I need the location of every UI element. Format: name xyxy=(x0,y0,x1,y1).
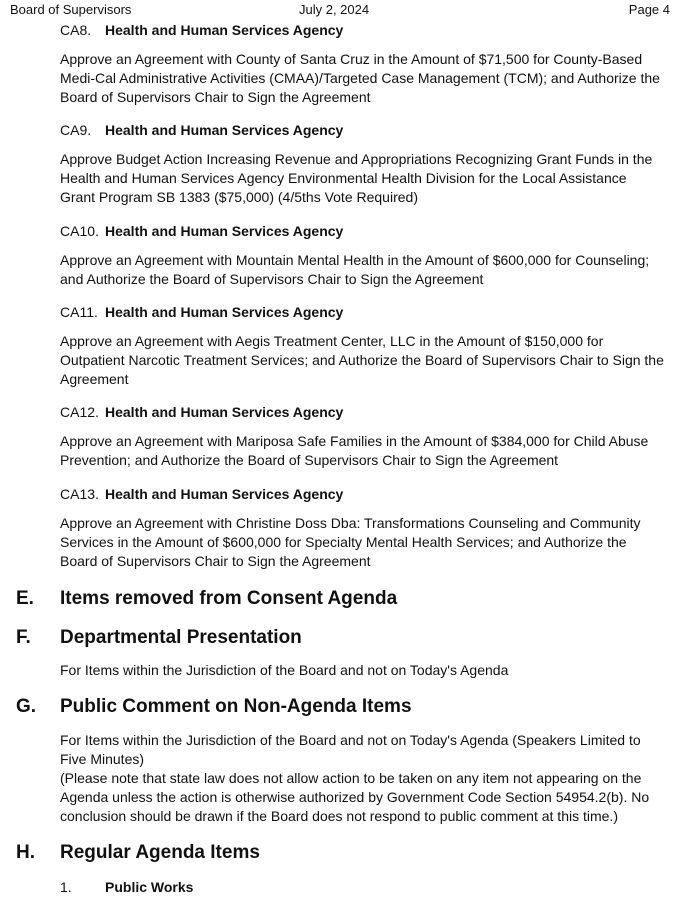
section-f-description: For Items within the Jurisdiction of the Board and not on Today's Agenda xyxy=(60,662,509,678)
consent-item-description: Approve an Agreement with Mariposa Safe Families in the Amount of $384,000 for Child Abuse Prevention; and Authorize the Board of Supervisors Chair to Sign the Agreement xyxy=(60,433,649,468)
section-g-speaker-note: For Items within the Jurisdiction of the Board and not on Today's Agenda (Speakers Limited to Five Minutes) xyxy=(60,732,641,767)
consent-item-description: Approve an Agreement with Aegis Treatment Center, LLC in the Amount of $150,000 for Outpatient Narcotic Treatment Services; and Authorize the Board of Supervisors Chair to Sign the Agreement xyxy=(60,333,664,387)
section-letter: H. xyxy=(16,842,35,863)
consent-item-description: Approve Budget Action Increasing Revenue and Appropriations Recognizing Grant Funds in the Health and Human Services Agency Environmental Health Division for the Local Assistance Grant Program SB 1383 ($75,000) (4/5ths Vote Required) xyxy=(60,151,653,205)
consent-item-heading xyxy=(60,21,343,39)
item-code: CA8. xyxy=(60,22,92,38)
consent-item-heading xyxy=(60,303,343,321)
section-g-description xyxy=(60,731,665,826)
consent-item-description: Approve an Agreement with Christine Doss Dba: Transformations Counseling and Community Services in the Amount of $600,000 for Specialty Mental Health Services; and Authorize the Board of Supervisors Chair to Sign the Agreement xyxy=(60,515,641,569)
section-heading-e xyxy=(16,587,397,611)
section-heading-h xyxy=(16,841,260,865)
header-board-name: Board of Supervisors xyxy=(10,2,132,17)
item-code: CA10. xyxy=(60,223,99,239)
section-title: Items removed from Consent Agenda xyxy=(60,588,398,609)
section-title: Public Comment on Non-Agenda Items xyxy=(60,696,412,717)
section-title: Departmental Presentation xyxy=(60,627,302,648)
regular-item-title: Public Works xyxy=(105,879,194,895)
header-date: July 2, 2024 xyxy=(299,2,370,17)
section-letter: G. xyxy=(16,696,37,717)
section-letter: E. xyxy=(16,588,34,609)
regular-item-number: 1. xyxy=(60,879,72,895)
item-code: CA11. xyxy=(60,304,98,320)
item-department: Health and Human Services Agency xyxy=(105,404,344,420)
item-department: Health and Human Services Agency xyxy=(105,304,344,320)
item-department: Health and Human Services Agency xyxy=(105,486,344,502)
section-title: Regular Agenda Items xyxy=(60,842,260,863)
consent-item-description: Approve an Agreement with County of Santa Cruz in the Amount of $71,500 for County-Based Medi-Cal Administrative Activities (CMAA)/Targeted Case Management (TCM); and Authorize the Board of Supervisors Chair to Sign the Agreement xyxy=(60,51,660,105)
section-g-legal-note: (Please note that state law does not allow action to be taken on any item not appearing on the Agenda unless the action is otherwise authorized by Government Code Section 54954.2(b). No conclusion should be drawn if the Board does not respond to public comment at this time.) xyxy=(60,770,650,824)
header-page-number: Page 4 xyxy=(628,2,670,17)
item-department: Health and Human Services Agency xyxy=(105,122,344,138)
item-department: Health and Human Services Agency xyxy=(105,223,344,239)
consent-item-heading xyxy=(60,121,343,139)
consent-item-description: Approve an Agreement with Mountain Mental Health in the Amount of $600,000 for Counseling; and Authorize the Board of Supervisors Chair to Sign the Agreement xyxy=(60,252,650,287)
regular-item-heading xyxy=(60,878,193,896)
item-code: CA12. xyxy=(60,404,99,420)
section-letter: F. xyxy=(16,627,31,648)
consent-item-heading xyxy=(60,485,343,503)
item-code: CA9. xyxy=(60,122,92,138)
section-heading-f xyxy=(16,626,302,650)
consent-item-heading xyxy=(60,222,343,240)
section-heading-g xyxy=(16,695,412,719)
consent-item-heading xyxy=(60,403,343,421)
item-code: CA13. xyxy=(60,486,99,502)
item-department: Health and Human Services Agency xyxy=(105,22,344,38)
